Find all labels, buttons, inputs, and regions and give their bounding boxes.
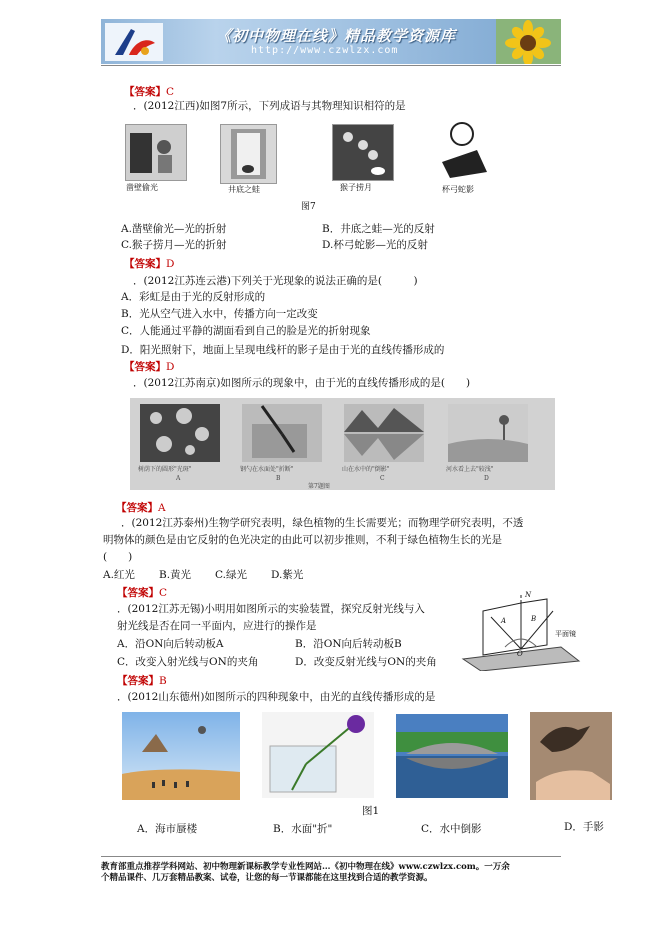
option: D．阳光照射下，地面上呈现电线杆的影子是由于光的直线传播形成的: [121, 344, 445, 356]
picture-bow-snake: [432, 122, 492, 180]
picture-river-shallow: [448, 404, 528, 462]
option: D.紫光: [271, 569, 304, 581]
caption: 凿壁偷光: [126, 183, 158, 192]
option: D．改变反射光线与ON的夹角: [295, 656, 437, 668]
option-letter: A: [176, 475, 181, 482]
option: B．水面"折": [273, 823, 333, 835]
caption: 树荫下的圆形"光斑": [138, 466, 192, 473]
option: A．彩虹是由于光的反射形成的: [121, 291, 266, 303]
caption: 井底之蛙: [228, 185, 260, 194]
question-stem: ．(2012江苏无锡)小明用如图所示的实验装置，探究反射光线与入: [117, 603, 425, 615]
header-divider: [101, 65, 561, 66]
option-letter: B: [276, 475, 281, 482]
option: C.绿光: [215, 569, 247, 581]
option: D．手影: [564, 821, 604, 833]
option: C.猴子捞月—光的折射: [121, 239, 227, 251]
question-stem: ．(2012江苏泰州)生物学研究表明，绿色植物的生长需要光；而物理学研究表明，不透: [121, 517, 524, 529]
diagram-label: A: [501, 617, 507, 625]
question-stem: ．(2012山东德州)如图所示的四种现象中，由光的直线传播形成的是: [117, 691, 436, 703]
picture-light-spots: [140, 404, 220, 462]
option: B.黄光: [159, 569, 192, 581]
picture-mountain-reflection: [344, 404, 424, 462]
picture-mirage: [122, 712, 240, 800]
answer-line: 【答案】D: [124, 258, 175, 270]
option: A.凿壁偷光—光的折射: [121, 223, 227, 235]
answer-line: 【答案】C: [124, 86, 175, 98]
option: A.红光: [103, 569, 135, 581]
figure-label: 图7: [301, 202, 316, 212]
option-letter: D: [484, 475, 489, 482]
diagram-label: B: [531, 615, 537, 623]
q1-figure: [120, 122, 495, 212]
sunflower-icon: [496, 19, 561, 64]
question-stem: ．(2012江西)如图7所示，下列成语与其物理知识相符的是: [133, 100, 406, 112]
option-letter: C: [380, 475, 385, 482]
question-stem: 射光线是否在同一平面内，应进行的操作是: [117, 620, 317, 632]
footer-line: 教育部重点推荐学科网站、初中物理新课标教学专业性网站…《初中物理在线》www.czwlzx.com。一万余: [101, 862, 510, 872]
answer-line: 【答案】D: [124, 361, 175, 373]
diagram-label: O: [517, 650, 523, 658]
figure-label: 图1: [362, 805, 380, 817]
logo-icon: [105, 23, 163, 61]
figure-label: 第7题图: [308, 483, 330, 490]
answer-line: 【答案】B: [117, 675, 167, 687]
question-stem: ．(2012江苏南京)如图所示的现象中，由于光的直线传播形成的是( ): [133, 377, 471, 389]
diagram-label: N: [525, 591, 532, 599]
picture-monkey-moon: [332, 124, 394, 181]
question-stem: ．(2012江苏连云港)下列关于光现象的说法正确的是( ): [133, 275, 418, 287]
q3-figure: [130, 398, 555, 490]
question-stem: 明物体的颜色是由它反射的色光决定的由此可以初步推则，不利于绿色植物生长的光是: [103, 534, 502, 546]
picture-flower-glass: [262, 712, 374, 798]
answer-line: 【答案】C: [117, 587, 168, 599]
option: C．改变入射光线与ON的夹角: [117, 656, 259, 668]
picture-spoon-water: [242, 404, 322, 462]
option: A．沿ON向后转动板A: [117, 638, 224, 650]
option: C．人能通过平静的湖面看到自己的脸是光的折射现象: [121, 325, 371, 337]
caption: 杯弓蛇影: [442, 185, 474, 194]
picture-well-frog: [220, 124, 277, 184]
picture-wall-light: [125, 124, 187, 181]
banner-title: 《初中物理在线》精品教学资源库: [216, 27, 457, 45]
picture-hand-shadow: [530, 712, 612, 800]
option: B．光从空气进入水中，传播方向一定改变: [121, 308, 318, 320]
caption: 钢勺在水面处"折断": [240, 466, 294, 473]
answer-line: 【答案】A: [116, 502, 166, 514]
option: C．水中倒影: [421, 823, 482, 835]
caption: 山在水中的"倒影": [342, 466, 390, 473]
question-stem: ( ): [103, 551, 133, 563]
option: D.杯弓蛇影—光的反射: [322, 239, 428, 251]
option: B．沿ON向后转动板B: [295, 638, 402, 650]
footer-divider: [101, 856, 561, 857]
option: B．井底之蛙—光的反射: [322, 223, 435, 235]
reflection-apparatus-diagram: [461, 591, 581, 671]
banner-url[interactable]: http://www.czwlzx.com: [251, 45, 399, 56]
option: A．海市蜃楼: [137, 823, 198, 835]
picture-stadium-reflection: [396, 714, 508, 798]
footer-line: 个精品课件、几万套精品教案、试卷，让您的每一节课都能在这里找到合适的教学资源。: [101, 873, 433, 883]
header-banner: [101, 19, 561, 64]
caption: 猴子捞月: [340, 183, 372, 192]
caption: 河水看上去"较浅": [446, 466, 494, 473]
footer: [101, 862, 561, 884]
diagram-label: 平面镜: [555, 630, 576, 638]
